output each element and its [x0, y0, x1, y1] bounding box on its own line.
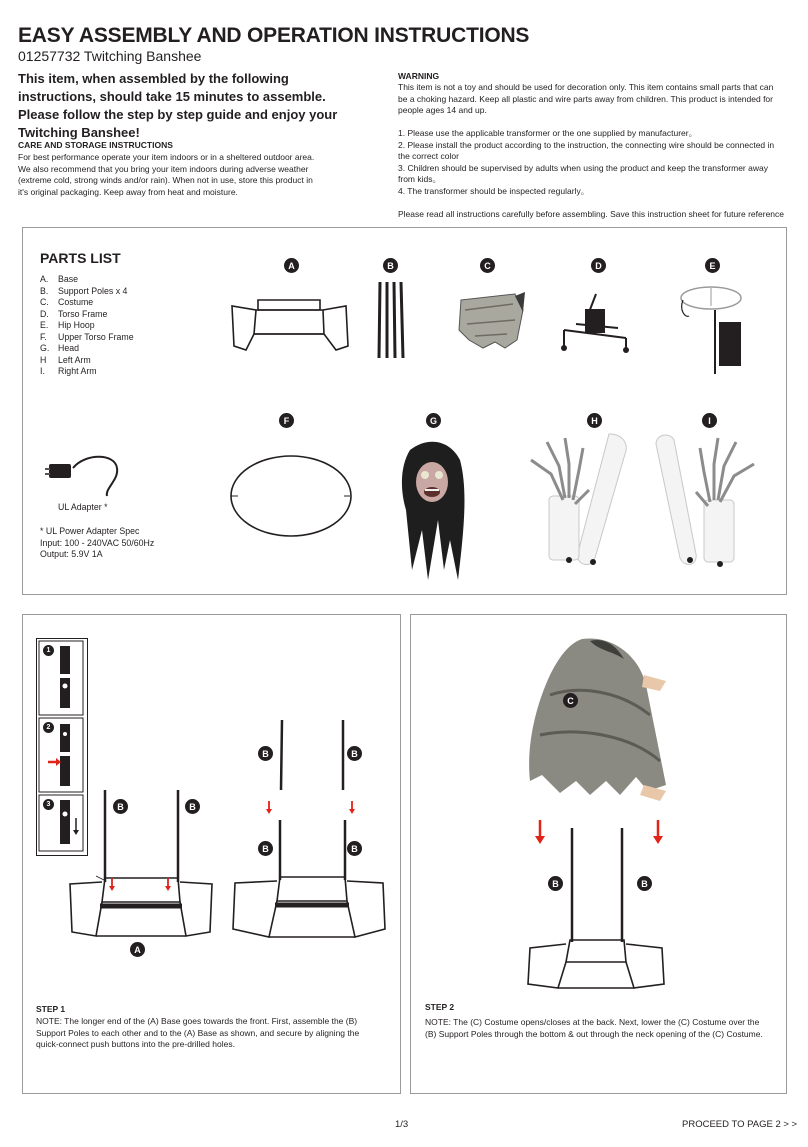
intro-text: This item, when assembled by the following instructions, should take 15 minutes to assemble. Please follow the step by step guide and enjoy your Twitching Banshee!: [18, 71, 338, 140]
part-label: Head: [58, 343, 80, 353]
part-badge-d: D: [591, 258, 606, 273]
list-item: [40, 332, 134, 344]
part-key: E.: [40, 320, 49, 330]
part-key: C.: [40, 297, 49, 307]
upper-torso-frame-image: [228, 454, 356, 540]
warning-item: 3. Children should be supervised by adults when using the product and keep the transformer away from kids。: [398, 162, 768, 185]
costume-image: [455, 290, 527, 350]
support-poles-image: [376, 280, 406, 360]
part-badge-e: E: [705, 258, 720, 273]
parts-list: [40, 274, 134, 378]
warning-item: 1. Please use the applicable transformer or the one supplied by manufacturer。: [398, 128, 698, 138]
step1-badge-b-right: B: [185, 799, 200, 814]
part-badge-g: G: [426, 413, 441, 428]
part-badge-i: I: [702, 413, 717, 428]
adapter-label: UL Adapter *: [58, 502, 108, 512]
step2-frame-image: [520, 812, 670, 992]
step1-badge-a: A: [130, 942, 145, 957]
part-badge-c: C: [480, 258, 495, 273]
warning-item: 4. The transformer should be inspected regularly。: [398, 185, 590, 196]
step1-badge-b-upper-left: B: [258, 746, 273, 761]
step2-badge-b-left: B: [548, 876, 563, 891]
step1-badge-b-lower-left: B: [258, 841, 273, 856]
product-subtitle: 01257732 Twitching Banshee: [18, 48, 202, 64]
part-label: Left Arm: [58, 354, 91, 365]
step1-badge-b-left: B: [113, 799, 128, 814]
part-badge-a: A: [284, 258, 299, 273]
part-key: F.: [40, 331, 47, 342]
part-badge-b: B: [383, 258, 398, 273]
list-item: [40, 274, 134, 286]
adapter-spec: [40, 526, 154, 561]
step2-badge-c: C: [563, 693, 578, 708]
left-arm-image: [525, 430, 645, 570]
step1-body: NOTE: The longer end of the (A) Base goes towards the front. First, assemble the (B) Support Poles to each other and to the (A) Base as shown, and secure by aligning the quick-connect push buttons into the pre-drilled holes.: [36, 1016, 360, 1050]
step2-body: NOTE: The (C) Costume opens/closes at the back. Next, lower the (C) Costume over the (B) Support Poles through the bottom & out through the neck opening of the (C) Costume.: [425, 1017, 763, 1039]
parts-list-title: PARTS LIST: [40, 250, 121, 266]
step1-pole-stack-image: [225, 715, 390, 955]
part-label: Right Arm: [58, 366, 97, 376]
part-key: A.: [40, 274, 49, 284]
list-item: [40, 297, 134, 309]
spec-line: Output: 5.9V 1A: [40, 549, 103, 559]
step2-heading: STEP 2: [425, 1002, 455, 1012]
step1-assembly-image: [60, 790, 220, 950]
care-body: For best performance operate your item indoors or in a sheltered outdoor area. We also recommend that you bring your item indoors during adverse weather (extreme cold, strong winds and/or rain). When not in use, store this product in it's original packaging. Keep away from heat and moisture.: [18, 152, 315, 197]
warning-footer: Please read all instructions carefully before assembling. Save this instruction sheet for future reference: [398, 209, 785, 219]
part-key: H: [40, 354, 47, 365]
part-key: G.: [40, 343, 50, 353]
warning-list: [398, 128, 780, 198]
list-item: [40, 343, 134, 355]
part-label: Costume: [58, 297, 94, 307]
step1-badge-b-upper-right: B: [347, 746, 362, 761]
part-label: Support Poles x 4: [58, 285, 128, 296]
part-key: I.: [40, 366, 45, 376]
part-label: Hip Hoop: [58, 320, 95, 330]
part-label: Torso Frame: [58, 308, 108, 319]
next-page-link[interactable]: PROCEED TO PAGE 2 > >: [682, 1119, 798, 1130]
torso-frame-image: [560, 290, 632, 354]
list-item: [40, 366, 134, 378]
list-item: [40, 355, 134, 367]
adapter-image: [45, 448, 135, 498]
base-image: [228, 292, 353, 362]
part-badge-h: H: [587, 413, 602, 428]
list-item: [40, 309, 134, 321]
page-number: 1/3: [395, 1119, 409, 1130]
part-label: Base: [58, 274, 79, 284]
part-key: D.: [40, 308, 49, 319]
page-title: EASY ASSEMBLY AND OPERATION INSTRUCTIONS: [18, 24, 530, 47]
hip-hoop-image: [675, 282, 755, 378]
spec-line: Input: 100 - 240VAC 50/60Hz: [40, 537, 155, 548]
list-item: [40, 286, 134, 298]
step1-heading: STEP 1: [36, 1004, 66, 1014]
inset-step-badge: 2: [43, 722, 54, 733]
head-image: [398, 440, 468, 590]
list-item: [40, 320, 134, 332]
warning-heading: WARNING: [398, 71, 440, 81]
inset-step-badge: 1: [43, 645, 54, 656]
inset-step-badge: 3: [43, 799, 54, 810]
right-arm-image: [650, 430, 760, 570]
step1-badge-b-lower-right: B: [347, 841, 362, 856]
spec-line: * UL Power Adapter Spec: [40, 526, 140, 536]
part-badge-f: F: [279, 413, 294, 428]
part-key: B.: [40, 285, 49, 296]
warning-item: 2. Please install the product according to the instruction, the connecting wire should be connected in the correct color: [398, 139, 775, 162]
care-heading: CARE AND STORAGE INSTRUCTIONS: [18, 140, 173, 150]
part-label: Upper Torso Frame: [58, 331, 134, 342]
warning-body: This item is not a toy and should be used for decoration only. This item contains small parts that can be a choking hazard. Keep all plastic and wire parts away from children. This product is intended for people ages 14 and up.: [398, 82, 774, 116]
step2-badge-b-right: B: [637, 876, 652, 891]
